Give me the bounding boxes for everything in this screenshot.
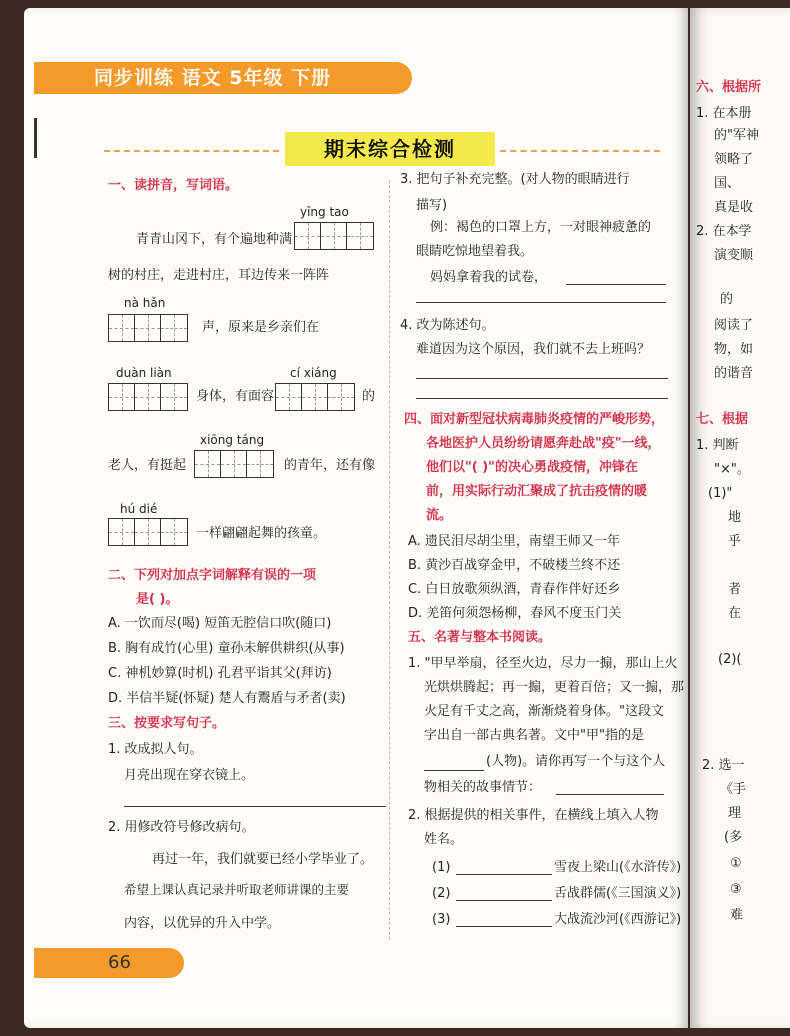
question-title: 2. 根据提供的相关事件，在横线上填入人物 (408, 808, 659, 823)
passage-line: 字出自一部古典名著。文中"甲"指的是 (424, 728, 644, 743)
next-page-line: 《手 (720, 782, 747, 797)
option-a: A. 遗民泪尽胡尘里，南望王师又一年 (408, 534, 620, 549)
question-text: 内容，以优异的升入中学。 (124, 916, 281, 931)
header-banner: 同步训练 语文 5年级 下册 (34, 62, 412, 94)
answer-line[interactable] (456, 926, 552, 927)
question-title: 4. 改为陈述句。 (400, 318, 495, 333)
exam-title: 期末综合检测 (285, 132, 495, 166)
pinyin-1: yīng tao (300, 205, 349, 219)
answer-line[interactable] (416, 378, 668, 379)
next-page-line: 真是收 (714, 200, 754, 215)
pinyin-4: cí xiáng (290, 366, 337, 380)
question-title: 3. 把句子补充完整。(对人物的眼睛进行 (400, 172, 630, 187)
next-page-line: 演变顺 (714, 248, 754, 263)
text-line: 身体，有面容 (196, 389, 275, 404)
text-line: 一样翩翩起舞的孩童。 (196, 526, 327, 541)
next-page-line: 地 (728, 510, 742, 525)
answer-line[interactable] (456, 900, 552, 901)
option-a: A. 一饮而尽(喝) 短笛无腔信口吹(随口) (108, 616, 332, 631)
next-page-line: 物，如 (714, 342, 754, 357)
next-page-line: 的谐音 (714, 366, 754, 381)
option-b: B. 黄沙百战穿金甲，不破楼兰终不还 (408, 558, 621, 573)
next-page-line: 者 (728, 582, 742, 597)
writing-grid-1[interactable] (294, 222, 374, 250)
next-page-line: 1. 在本册 (696, 106, 752, 121)
option-c: C. 白日放歌须纵酒，青春作伴好还乡 (408, 582, 621, 597)
section-2-title-b: 是( )。 (136, 592, 179, 607)
section-2-title: 二、下列对加点字词解释有误的一项 (108, 568, 317, 583)
text-line: 青青山冈下，有个遍地种满 (136, 232, 293, 247)
question-text: 希望上课认真记录并听取老师讲课的主要 (124, 882, 350, 897)
next-page-line: 的"军神 (714, 128, 759, 143)
section-4-text: 他们以"( )"的决心勇战疫情，冲锋在 (426, 460, 638, 475)
section-5-title: 五、名著与整本书阅读。 (408, 630, 552, 645)
next-page-line: ③ (730, 882, 742, 897)
section-4-text: 流。 (426, 508, 453, 523)
pinyin-6: hú dié (120, 502, 158, 516)
passage-line: 火足有千丈之高，渐渐烧着身体。"这段文 (424, 704, 664, 719)
writing-grid-5[interactable] (194, 450, 274, 478)
title-dash-left (104, 150, 279, 152)
passage-line: (人物)。请你再写一个与这个人 (486, 754, 666, 769)
item-event: 舌战群儒(《三国演义》) (554, 886, 682, 901)
option-d: D. 半信半疑(怀疑) 楚人有鬻盾与矛者(卖) (108, 691, 346, 706)
pinyin-2: nà hǎn (124, 296, 166, 310)
writing-grid-6[interactable] (108, 518, 188, 546)
text-line: 的青年，还有像 (284, 458, 376, 473)
answer-line[interactable] (416, 398, 668, 399)
next-page-line: 理 (728, 806, 742, 821)
option-c: C. 神机妙算(时机) 孔君平诣其父(拜访) (108, 666, 332, 681)
next-page-line: 七、根据 (696, 412, 749, 427)
section-3-title: 三、按要求写句子。 (108, 716, 226, 731)
question-text: 再过一年，我们就要已经小学毕业了。 (152, 852, 374, 867)
next-page-line: 国、 (714, 176, 741, 191)
next-page-line: 2. 在本学 (696, 224, 752, 239)
item-number: (3) (432, 912, 451, 927)
next-page-line: (多 (724, 830, 743, 845)
answer-line[interactable] (424, 770, 484, 771)
option-d: D. 羌笛何须怨杨柳，春风不度玉门关 (408, 606, 622, 621)
question-title-b: 姓名。 (424, 832, 464, 847)
next-page-line: 难 (730, 908, 744, 923)
page-number: 66 (34, 948, 184, 978)
writing-grid-2[interactable] (108, 314, 188, 342)
question-title-b: 描写) (416, 198, 448, 213)
item-number: (2) (432, 886, 451, 901)
item-number: (1) (432, 860, 451, 875)
answer-line[interactable] (416, 302, 666, 303)
next-page-line: 在 (728, 606, 742, 621)
next-page-line: 六、根据所 (696, 80, 762, 95)
section-4-title: 四、面对新型冠状病毒肺炎疫情的严峻形势， (404, 412, 665, 427)
writing-grid-3[interactable] (108, 383, 188, 411)
example-text: 例：褐色的口罩上方，一对眼神疲惫的 (430, 220, 652, 235)
next-page-line: (1)" (708, 486, 733, 501)
question-title: 1. 改成拟人句。 (108, 742, 203, 757)
next-page-line: 领略了 (714, 152, 754, 167)
item-event: 大战流沙河(《西游记》) (554, 912, 682, 927)
next-page (690, 8, 790, 1028)
margin-mark (34, 118, 37, 158)
text-line: 的 (362, 389, 376, 404)
question-text: 妈妈拿着我的试卷， (430, 270, 548, 285)
answer-line[interactable] (456, 874, 552, 875)
pinyin-3: duàn liàn (116, 366, 172, 380)
passage-line: 1. "甲早举扇，径至火边，尽力一搧，那山上火 (408, 656, 678, 671)
next-page-line: 阅读了 (714, 318, 754, 333)
next-page-line: 乎 (728, 534, 742, 549)
text-line: 老人，有挺起 (108, 458, 187, 473)
passage-line: 光烘烘腾起；再一搧，更着百倍；又一搧，那 (424, 680, 685, 695)
text-line: 树的村庄，走进村庄，耳边传来一阵阵 (108, 268, 330, 283)
next-page-line: "×"。 (714, 462, 750, 477)
answer-line[interactable] (124, 806, 386, 807)
next-page-line: 2. 选一 (702, 758, 745, 773)
section-1-title: 一、读拼音，写词语。 (108, 178, 239, 193)
question-title: 2. 用修改符号修改病句。 (108, 820, 255, 835)
next-page-line: 的 (720, 292, 734, 307)
answer-line[interactable] (556, 794, 664, 795)
column-divider (389, 180, 390, 940)
next-page-line: 1. 判断 (696, 438, 739, 453)
section-4-text: 前，用实际行动汇聚成了抗击疫情的暖 (426, 484, 648, 499)
question-text: 月亮出现在穿衣镜上。 (124, 768, 255, 783)
writing-grid-4[interactable] (275, 383, 355, 411)
answer-line[interactable] (566, 284, 666, 285)
next-page-line: ① (730, 856, 742, 871)
option-b: B. 胸有成竹(心里) 童孙未解供耕织(从事) (108, 641, 345, 656)
title-dash-right (500, 150, 660, 152)
passage-line: 物相关的故事情节： (424, 780, 542, 795)
text-line: 声，原来是乡亲们在 (202, 320, 320, 335)
section-4-text: 各地医护人员纷纷请愿奔赴战"疫"一线， (426, 436, 661, 451)
item-event: 雪夜上梁山(《水浒传》) (554, 860, 682, 875)
next-page-line: (2)( (718, 652, 742, 667)
question-text: 难道因为这个原因，我们就不去上班吗？ (416, 342, 651, 357)
example-text: 眼睛吃惊地望着我。 (416, 244, 534, 259)
pinyin-5: xiōng táng (200, 433, 265, 447)
